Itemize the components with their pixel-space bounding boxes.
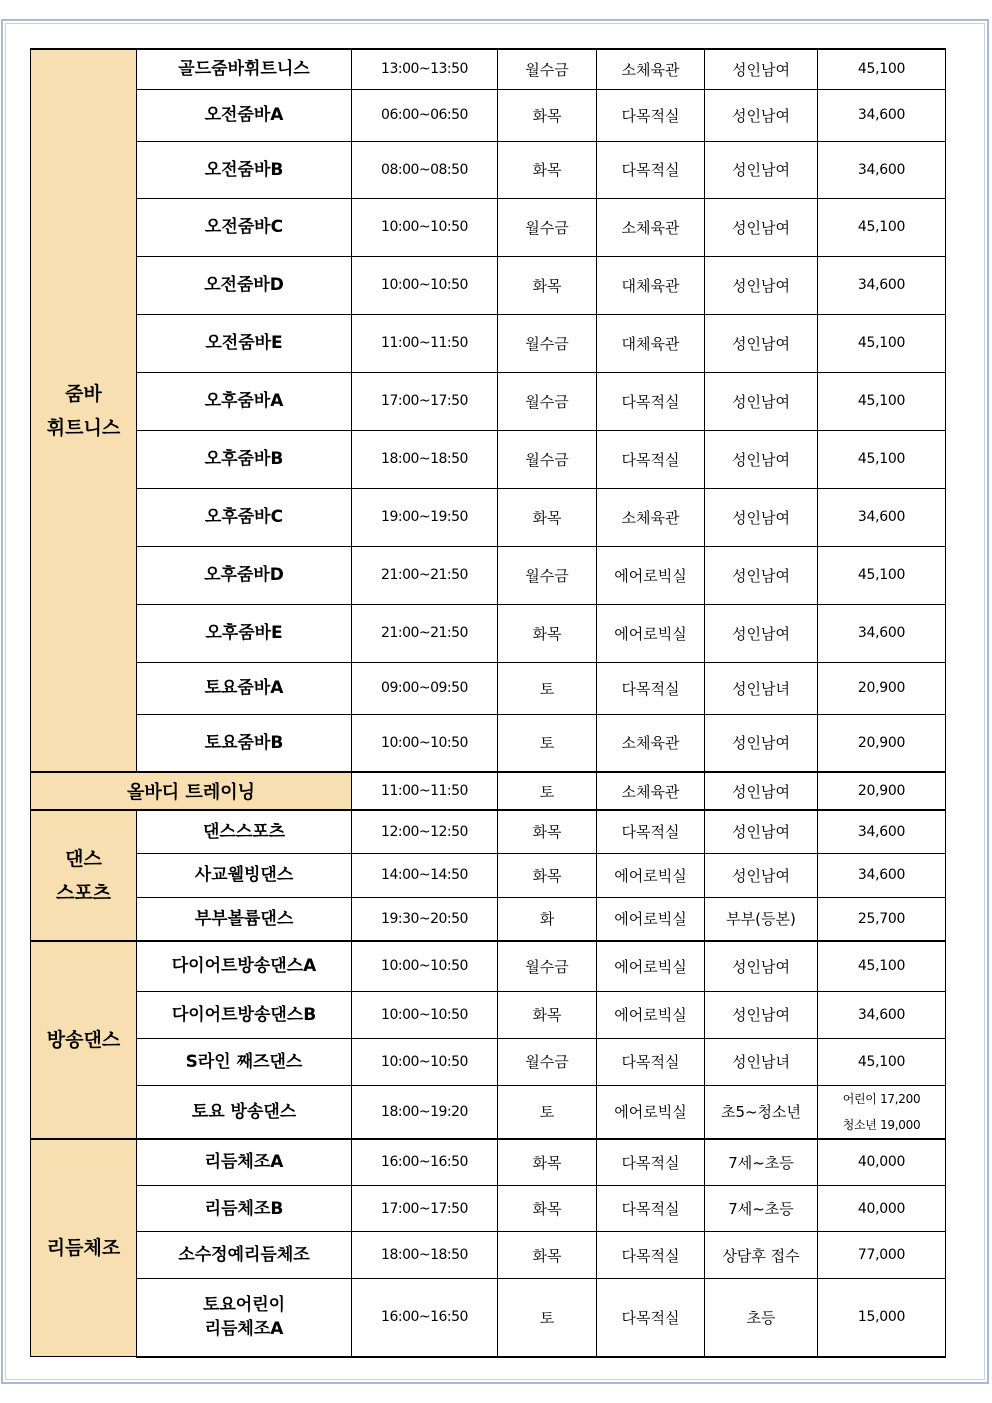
class-target: 성인남여 (705, 941, 818, 991)
class-fee (818, 430, 946, 488)
program-name-line: 오전줌바C (204, 217, 284, 237)
class-target: 성인남여 (705, 198, 818, 256)
class-target: 성인남여 (705, 991, 818, 1038)
class-time: 09:00~09:50 (352, 662, 498, 714)
class-days: 화목 (498, 853, 597, 897)
class-fee (818, 314, 946, 372)
class-days: 화 (498, 897, 597, 941)
class-target: 성인남녀 (705, 1038, 818, 1085)
table-row (31, 662, 946, 714)
table-row (31, 314, 946, 372)
program-name-line: 리듬체조B (204, 1198, 284, 1219)
program-name (137, 1139, 352, 1186)
class-target: 부부(등본) (705, 897, 818, 941)
class-days: 월수금 (498, 546, 597, 604)
class-place: 에어로빅실 (597, 546, 705, 604)
class-place: 에어로빅실 (597, 991, 705, 1038)
fee-line: 20,900 (857, 680, 906, 696)
class-time: 13:00~13:50 (352, 49, 498, 89)
table-row (31, 430, 946, 488)
program-name-line: 올바디 트레이닝 (127, 782, 255, 803)
class-days: 화목 (498, 256, 597, 314)
class-target: 상담후 접수 (705, 1232, 818, 1279)
table-row (31, 1186, 946, 1232)
class-days: 화목 (498, 89, 597, 141)
program-name-line: 오후줌바D (204, 565, 284, 585)
program-name-line: 오전줌바A (204, 105, 284, 125)
category-cell (31, 1139, 137, 1357)
class-target: 성인남여 (705, 372, 818, 430)
class-target: 성인남여 (705, 604, 818, 662)
program-name-line: 댄스스포츠 (202, 821, 286, 842)
program-name (137, 314, 352, 372)
program-name-line: S라인 째즈댄스 (185, 1051, 303, 1072)
class-target: 7세~초등 (705, 1186, 818, 1232)
class-place: 에어로빅실 (597, 853, 705, 897)
program-name (137, 604, 352, 662)
table-row (31, 1232, 946, 1279)
category-label-line: 리듬체조 (46, 1236, 121, 1259)
program-name-line: 다이어트방송댄스B (171, 1004, 317, 1025)
class-time: 10:00~10:50 (352, 941, 498, 991)
table-row (31, 772, 946, 810)
class-fee (818, 141, 946, 198)
table-row (31, 714, 946, 772)
program-name (137, 546, 352, 604)
class-place: 다목적실 (597, 1139, 705, 1186)
class-time: 18:00~18:50 (352, 430, 498, 488)
class-time: 18:00~19:20 (352, 1085, 498, 1139)
class-place: 다목적실 (597, 430, 705, 488)
class-days: 토 (498, 772, 597, 810)
class-place: 소체육관 (597, 488, 705, 546)
table-row (31, 141, 946, 198)
class-target: 성인남여 (705, 853, 818, 897)
class-time: 10:00~10:50 (352, 256, 498, 314)
class-place: 다목적실 (597, 89, 705, 141)
class-target: 초5~청소년 (705, 1085, 818, 1139)
class-time: 06:00~06:50 (352, 89, 498, 141)
class-days: 화목 (498, 1186, 597, 1232)
program-name-line: 오전줌바D (204, 275, 284, 295)
class-fee (818, 49, 946, 89)
class-place: 소체육관 (597, 714, 705, 772)
table-row (31, 1279, 946, 1357)
class-place: 다목적실 (597, 1232, 705, 1279)
class-fee (818, 662, 946, 714)
class-place: 에어로빅실 (597, 941, 705, 991)
class-target: 성인남여 (705, 546, 818, 604)
category-cell (31, 49, 137, 772)
class-days: 월수금 (498, 198, 597, 256)
class-fee (818, 256, 946, 314)
class-time: 08:00~08:50 (352, 141, 498, 198)
class-target: 성인남여 (705, 89, 818, 141)
class-place: 소체육관 (597, 49, 705, 89)
class-place: 에어로빅실 (597, 604, 705, 662)
table-row (31, 897, 946, 941)
class-days: 월수금 (498, 372, 597, 430)
program-name-line: 오전줌바E (205, 333, 283, 353)
class-time: 21:00~21:50 (352, 546, 498, 604)
fee-line: 45,100 (857, 451, 906, 467)
program-name (137, 991, 352, 1038)
fee-line: 45,100 (857, 958, 906, 975)
table-row (31, 853, 946, 897)
program-name-line: 리듬체조A (204, 1152, 284, 1173)
fee-line: 34,600 (857, 823, 906, 840)
program-name (137, 714, 352, 772)
class-fee (818, 772, 946, 810)
class-time: 10:00~10:50 (352, 1038, 498, 1085)
fee-line: 15,000 (857, 1309, 906, 1326)
class-target: 성인남여 (705, 714, 818, 772)
fee-line: 34,600 (857, 625, 906, 641)
class-time: 21:00~21:50 (352, 604, 498, 662)
class-days: 화목 (498, 141, 597, 198)
class-time: 19:00~19:50 (352, 488, 498, 546)
table-row (31, 256, 946, 314)
program-name-line: 토요줌바A (204, 678, 284, 698)
category-cell (31, 810, 137, 941)
table-row (31, 49, 946, 89)
class-fee (818, 1139, 946, 1186)
class-place: 다목적실 (597, 372, 705, 430)
class-time: 16:00~16:50 (352, 1279, 498, 1357)
program-name-line: 골드줌바휘트니스 (178, 59, 310, 80)
table-row (31, 1085, 946, 1139)
table-row (31, 604, 946, 662)
class-days: 월수금 (498, 49, 597, 89)
fee-line: 45,100 (857, 61, 906, 78)
class-target: 성인남여 (705, 430, 818, 488)
class-fee (818, 372, 946, 430)
class-time: 19:30~20:50 (352, 897, 498, 941)
program-name (137, 141, 352, 198)
class-time: 17:00~17:50 (352, 1186, 498, 1232)
program-name (137, 941, 352, 991)
table-row (31, 1038, 946, 1085)
class-place: 에어로빅실 (597, 897, 705, 941)
class-days: 월수금 (498, 941, 597, 991)
class-fee (818, 810, 946, 853)
class-place: 다목적실 (597, 662, 705, 714)
fee-line: 34,600 (857, 277, 906, 293)
program-name (137, 1232, 352, 1279)
class-target: 성인남여 (705, 49, 818, 89)
fee-line: 34,600 (857, 867, 906, 883)
table-row (31, 991, 946, 1038)
class-place: 소체육관 (597, 198, 705, 256)
program-name-line: 토요 방송댄스 (191, 1101, 297, 1122)
class-fee (818, 941, 946, 991)
program-name (137, 372, 352, 430)
class-time: 10:00~10:50 (352, 714, 498, 772)
class-time: 11:00~11:50 (352, 772, 498, 810)
class-place: 에어로빅실 (597, 1085, 705, 1139)
class-fee (818, 604, 946, 662)
class-target: 성인남여 (705, 488, 818, 546)
class-target: 성인남여 (705, 256, 818, 314)
class-days: 화목 (498, 810, 597, 853)
program-name-line: 소수정예리듬체조 (178, 1245, 310, 1265)
class-days: 월수금 (498, 1038, 597, 1085)
program-name-line: 토요어린이 (202, 1295, 286, 1316)
fee-line: 45,100 (857, 335, 906, 351)
class-target: 성인남여 (705, 141, 818, 198)
class-target: 성인남여 (705, 314, 818, 372)
class-time: 10:00~10:50 (352, 198, 498, 256)
class-place: 다목적실 (597, 1186, 705, 1232)
class-time: 10:00~10:50 (352, 991, 498, 1038)
program-name-line: 오후줌바B (204, 449, 284, 469)
class-days: 월수금 (498, 430, 597, 488)
program-name (137, 488, 352, 546)
table-row (31, 372, 946, 430)
class-fee (818, 546, 946, 604)
class-days: 토 (498, 714, 597, 772)
class-target: 초등 (705, 1279, 818, 1357)
fee-line: 어린이 17,200 (842, 1091, 921, 1106)
table-row (31, 941, 946, 991)
table-row (31, 810, 946, 853)
class-fee (818, 198, 946, 256)
class-fee (818, 1279, 946, 1357)
fee-line: 77,000 (857, 1247, 906, 1263)
class-time: 18:00~18:50 (352, 1232, 498, 1279)
table-row (31, 89, 946, 141)
program-name-line: 사교웰빙댄스 (194, 865, 294, 885)
class-fee (818, 897, 946, 941)
program-name (137, 1279, 352, 1357)
program-name-line: 오후줌바C (204, 507, 284, 527)
class-days: 월수금 (498, 314, 597, 372)
class-days: 화목 (498, 991, 597, 1038)
program-name (137, 853, 352, 897)
fee-line: 34,600 (857, 161, 906, 178)
class-days: 화목 (498, 1139, 597, 1186)
category-cell (31, 772, 352, 810)
fee-line: 34,600 (857, 1006, 906, 1023)
class-fee (818, 714, 946, 772)
class-fee (818, 1085, 946, 1139)
fee-line: 45,100 (857, 219, 906, 235)
category-label-line: 방송댄스 (46, 1028, 121, 1051)
program-name (137, 662, 352, 714)
program-name-line: 부부볼륨댄스 (194, 908, 294, 929)
class-days: 토 (498, 1085, 597, 1139)
class-fee (818, 1186, 946, 1232)
fee-line: 25,700 (857, 910, 906, 927)
program-name (137, 430, 352, 488)
class-fee (818, 1232, 946, 1279)
category-label-line: 댄스 (65, 847, 102, 870)
program-name-line: 리듬체조A (204, 1319, 284, 1340)
table-row (31, 1139, 946, 1186)
program-name (137, 198, 352, 256)
class-place: 다목적실 (597, 1279, 705, 1357)
class-place: 다목적실 (597, 810, 705, 853)
class-place: 다목적실 (597, 1038, 705, 1085)
fee-line: 34,600 (857, 509, 906, 525)
table-row (31, 198, 946, 256)
program-name (137, 49, 352, 89)
class-place: 대체육관 (597, 256, 705, 314)
class-fee (818, 89, 946, 141)
class-days: 화목 (498, 1232, 597, 1279)
program-name-line: 다이어트방송댄스A (171, 956, 317, 977)
category-label-line: 스포츠 (55, 881, 112, 904)
program-name-line: 토요줌바B (204, 732, 284, 753)
program-name (137, 89, 352, 141)
fee-line: 20,900 (857, 783, 906, 799)
class-days: 화목 (498, 604, 597, 662)
class-time: 11:00~11:50 (352, 314, 498, 372)
fee-line: 45,100 (857, 1053, 906, 1070)
program-schedule-table (30, 48, 946, 1358)
class-time: 14:00~14:50 (352, 853, 498, 897)
class-fee (818, 991, 946, 1038)
program-name-line: 오후줌바A (204, 391, 284, 411)
class-time: 17:00~17:50 (352, 372, 498, 430)
fee-line: 20,900 (857, 734, 906, 751)
class-days: 토 (498, 662, 597, 714)
class-time: 16:00~16:50 (352, 1139, 498, 1186)
class-target: 성인남여 (705, 810, 818, 853)
fee-line: 45,100 (857, 567, 906, 583)
program-name (137, 1038, 352, 1085)
fee-line: 청소년 19,000 (842, 1117, 921, 1132)
class-days: 화목 (498, 488, 597, 546)
fee-line: 34,600 (857, 107, 906, 123)
program-name-line: 오전줌바B (204, 159, 284, 180)
category-cell (31, 941, 137, 1139)
class-place: 다목적실 (597, 141, 705, 198)
class-target: 성인남녀 (705, 662, 818, 714)
program-name-line: 오후줌바E (205, 623, 283, 643)
class-fee (818, 488, 946, 546)
program-name (137, 1085, 352, 1139)
fee-line: 40,000 (857, 1200, 906, 1217)
program-name (137, 897, 352, 941)
program-name (137, 810, 352, 853)
table-row (31, 488, 946, 546)
class-target: 성인남여 (705, 772, 818, 810)
program-name (137, 1186, 352, 1232)
fee-line: 45,100 (857, 393, 906, 409)
category-label-line: 휘트니스 (46, 416, 121, 439)
class-fee (818, 1038, 946, 1085)
fee-line: 40,000 (857, 1154, 906, 1171)
class-target: 7세~초등 (705, 1139, 818, 1186)
program-name (137, 256, 352, 314)
class-fee (818, 853, 946, 897)
category-label-line: 줌바 (65, 382, 102, 405)
class-time: 12:00~12:50 (352, 810, 498, 853)
class-place: 대체육관 (597, 314, 705, 372)
class-place: 소체육관 (597, 772, 705, 810)
table-row (31, 546, 946, 604)
class-days: 토 (498, 1279, 597, 1357)
